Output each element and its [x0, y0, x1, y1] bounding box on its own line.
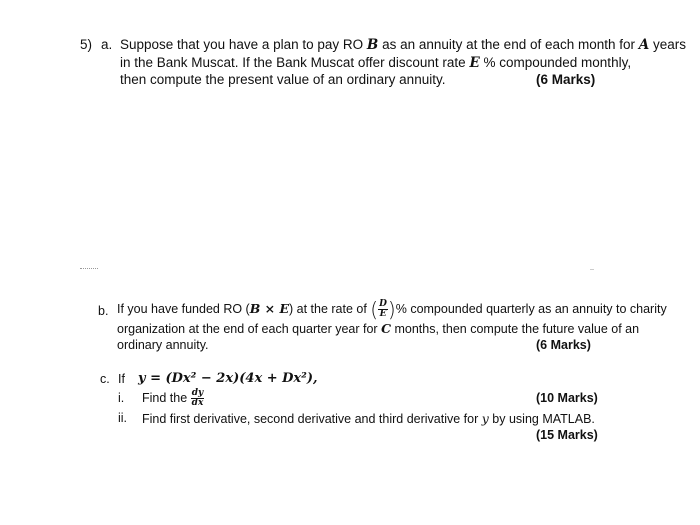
variable-c: C [381, 321, 392, 336]
right-paren: ) [387, 297, 396, 322]
part-c-ii-label: ii. [118, 411, 128, 425]
derivative-denominator: dx [191, 398, 204, 409]
variable-e: E [469, 55, 480, 71]
expression-b-times-e: B × E [249, 301, 289, 316]
part-b-line-2 [117, 321, 639, 336]
part-c-i-label: i. [118, 391, 125, 405]
part-b-text: ) at the rate of [289, 302, 371, 316]
variable-y: y [481, 411, 489, 426]
part-a-text: as an annuity at the end of each month for [378, 37, 639, 52]
fraction-denominator: E [379, 309, 387, 320]
part-a-label: a. [101, 37, 113, 52]
part-b-text: % compounded quarterly as an annuity to charity [395, 302, 667, 316]
part-b-marks: (6 Marks) [536, 338, 591, 352]
part-a-text: % compounded monthly, [479, 55, 632, 70]
part-a-text: years [649, 37, 687, 52]
part-a-line-3: then compute the present value of an ordinary annuity. [120, 72, 446, 87]
part-b-line-1 [117, 297, 667, 322]
part-a-text: in the Bank Muscat. If the Bank Muscat offer discount rate [120, 55, 470, 70]
part-b-text: months, then compute the future value of an [391, 322, 640, 336]
part-c-ii-marks: (15 Marks) [536, 428, 598, 442]
part-c-label: c. [100, 372, 110, 386]
part-c-ii-text: Find first derivative, second derivative and third derivative for [142, 412, 482, 426]
part-c-ii-line [142, 411, 595, 426]
question-number: 5) [80, 37, 93, 52]
left-paren: ( [370, 297, 379, 322]
part-a-line-1 [120, 37, 686, 53]
variable-a: A [638, 37, 650, 53]
derivative-dy-dx [191, 389, 205, 408]
divider-tick [590, 269, 594, 270]
part-b-label: b. [98, 304, 109, 318]
part-a-text: Suppose that you have a plan to pay RO [120, 37, 367, 52]
fraction-numerator: D [379, 299, 387, 310]
part-c-if: If [118, 372, 125, 386]
fraction-d-over-e [378, 300, 388, 319]
part-c-ii-text: by using MATLAB. [488, 412, 595, 426]
part-b-text: organization at the end of each quarter year for [117, 322, 382, 336]
divider-dots [80, 268, 98, 269]
part-b-line-3: ordinary annuity. [117, 338, 209, 352]
part-a-line-2 [120, 55, 631, 71]
part-c-i-marks: (10 Marks) [536, 391, 598, 405]
part-c-equation: y = (Dx² − 2x)(4x + Dx²), [138, 371, 318, 386]
part-a-marks: (6 Marks) [536, 72, 596, 87]
variable-b: B [366, 37, 379, 53]
part-c-i-text: Find the [142, 391, 188, 405]
part-c-i-line [142, 386, 204, 410]
derivative-numerator: dy [191, 388, 204, 399]
part-b-text: If you have funded RO ( [117, 302, 250, 316]
